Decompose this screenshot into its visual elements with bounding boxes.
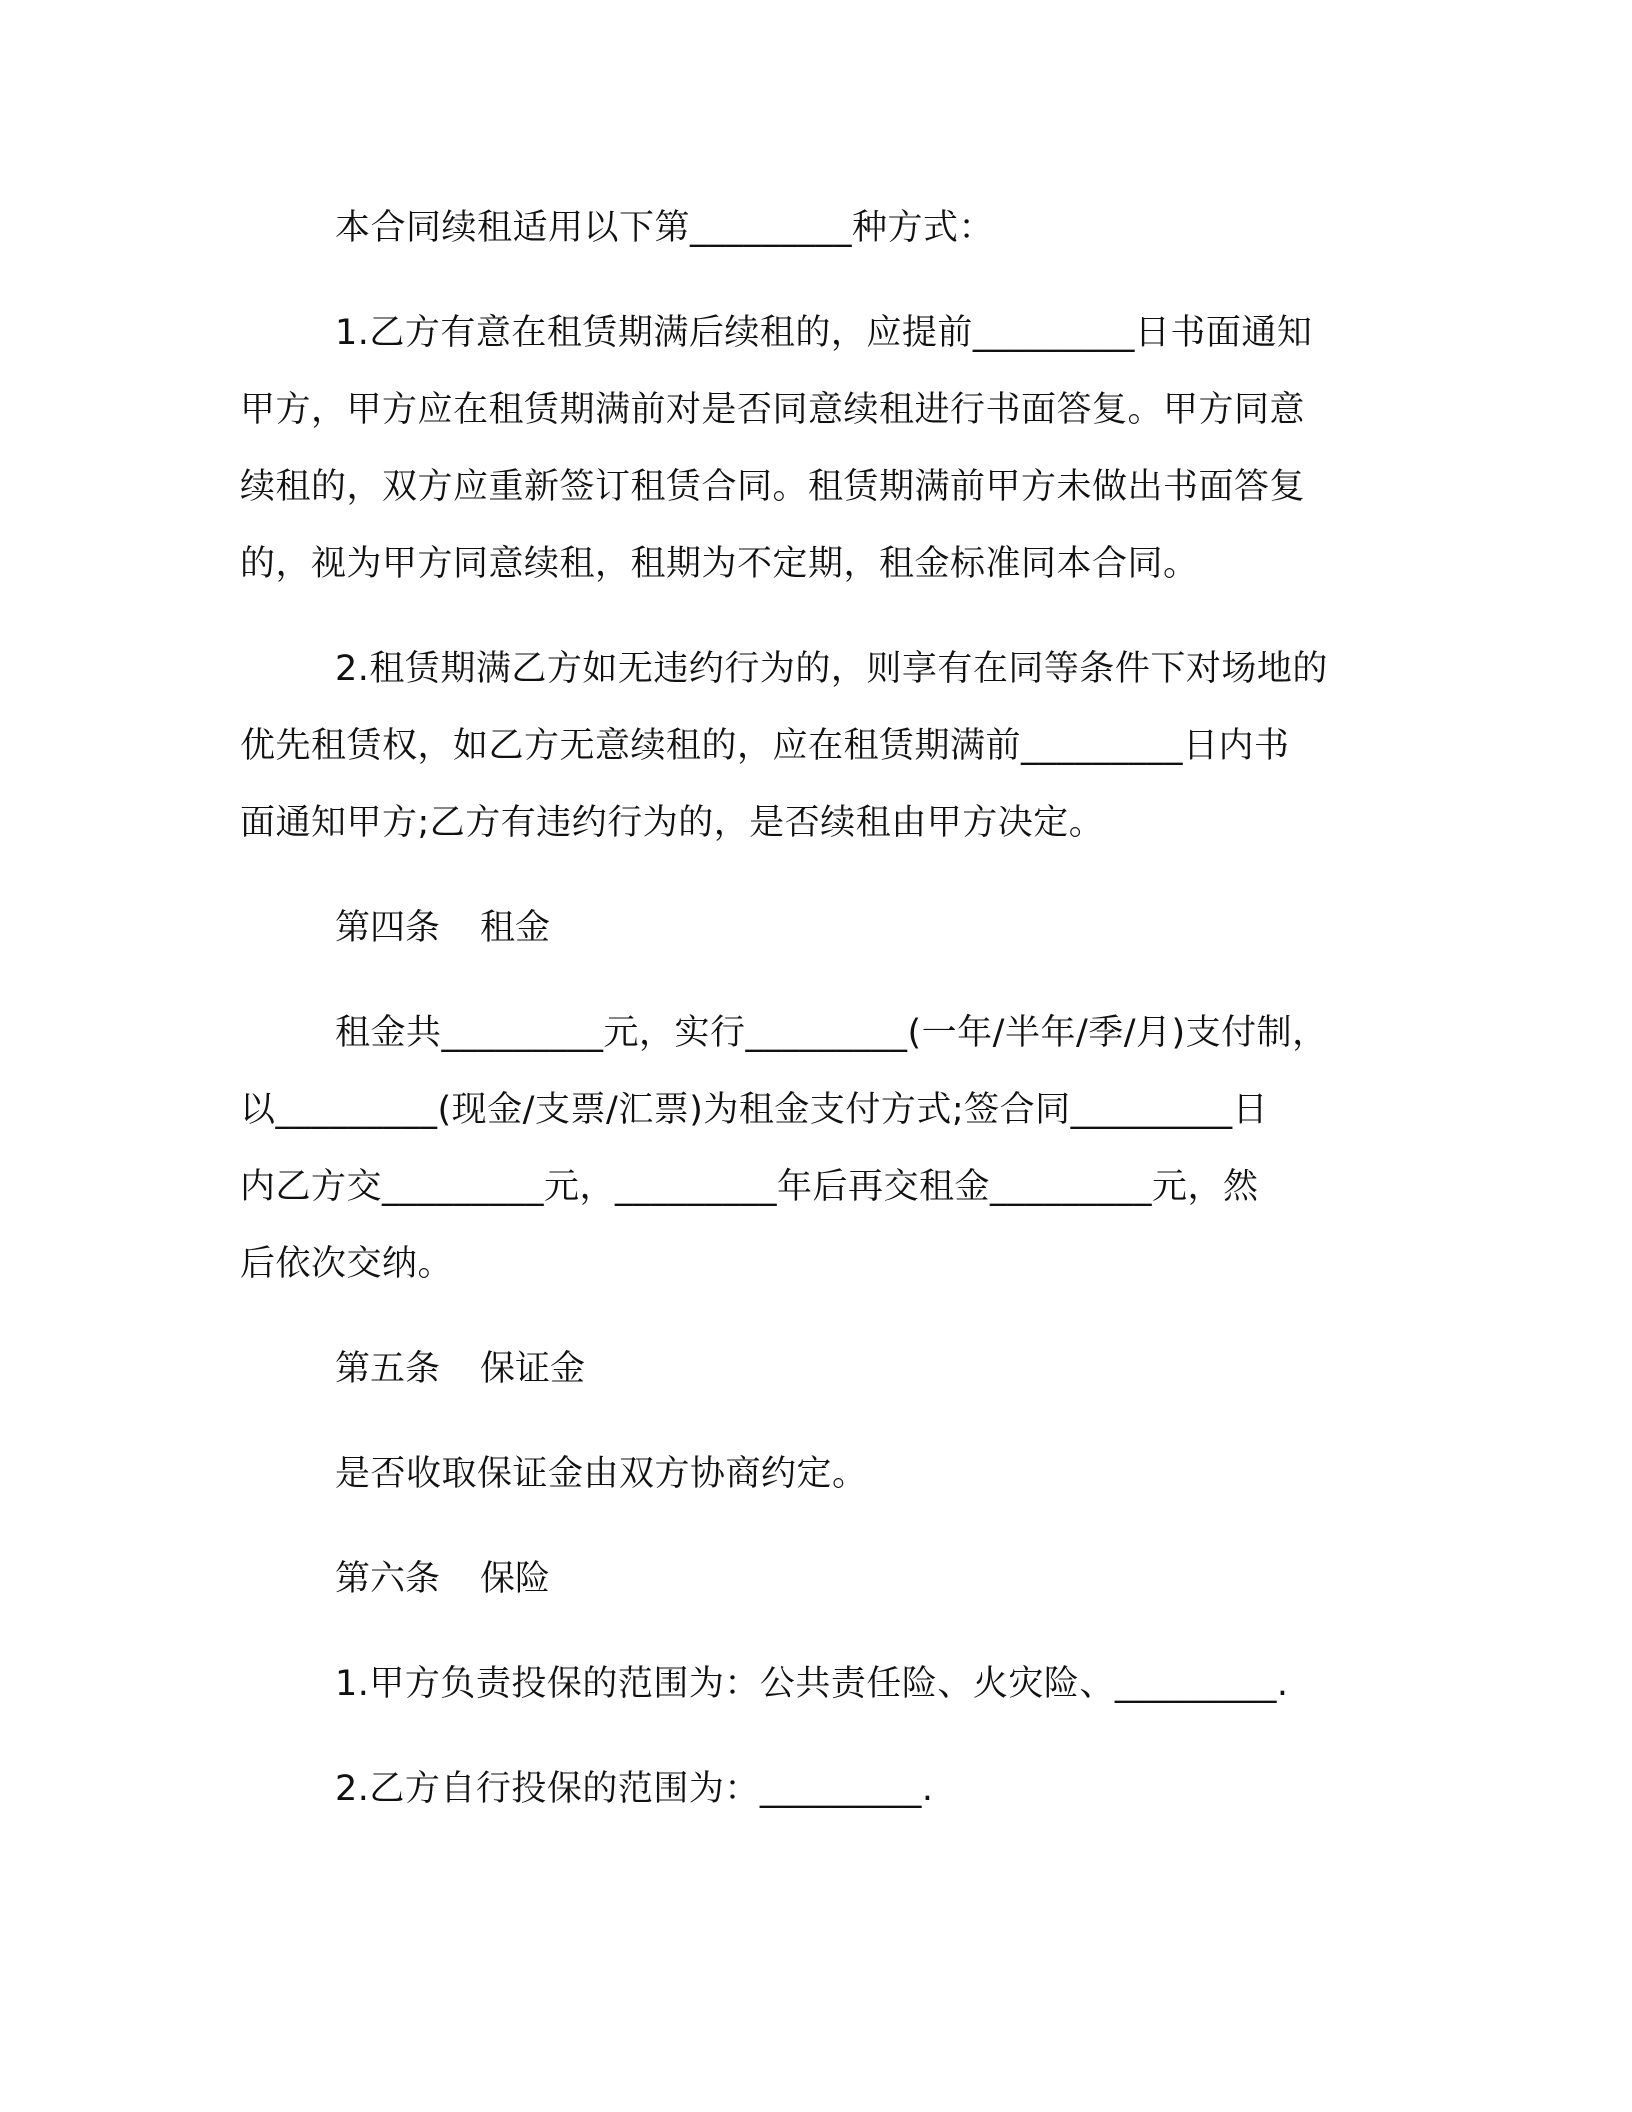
text-line: 以_________(现金/支票/汇票)为租金支付方式;签合同_________日 bbox=[240, 1090, 1269, 1130]
text-line: 的，视为甲方同意续租，租期为不定期，租金标准同本合同。 bbox=[240, 544, 1199, 584]
article-5-heading bbox=[240, 1331, 1400, 1408]
text-line: 本合同续租适用以下第_________种方式： bbox=[335, 208, 995, 248]
article-4-heading bbox=[240, 890, 1400, 967]
text-line: 内乙方交_________元，_________年后再交租金_________元，然 bbox=[240, 1167, 1259, 1207]
text-line: 甲方，甲方应在租赁期满前对是否同意续租进行书面答复。甲方同意 bbox=[240, 390, 1306, 430]
article-title: 保证金 bbox=[480, 1349, 586, 1389]
insurance-clause-2-paragraph bbox=[240, 1751, 1400, 1828]
text-line: 是否收取保证金由双方协商约定。 bbox=[335, 1454, 868, 1494]
text-line: 2.租赁期满乙方如无违约行为的，则享有在同等条件下对场地的 bbox=[335, 649, 1328, 689]
renewal-method-paragraph bbox=[240, 190, 1400, 267]
article-title: 保险 bbox=[480, 1559, 551, 1599]
text-line: 2.乙方自行投保的范围为：_________. bbox=[335, 1769, 934, 1809]
text-line: 续租的，双方应重新签订租赁合同。租赁期满前甲方未做出书面答复 bbox=[240, 467, 1306, 507]
article-6-heading bbox=[240, 1541, 1400, 1618]
text-line: 租金共_________元，实行_________(一年/半年/季/月)支付制， bbox=[335, 1013, 1328, 1053]
text-line: 后依次交纳。 bbox=[240, 1244, 454, 1284]
insurance-clause-1-paragraph bbox=[240, 1646, 1400, 1723]
article-number: 第五条 bbox=[335, 1349, 441, 1389]
article-title: 租金 bbox=[480, 908, 551, 948]
rent-paragraph bbox=[240, 995, 1400, 1303]
text-line: 优先租赁权，如乙方无意续租的，应在租赁期满前_________日内书 bbox=[240, 726, 1290, 766]
renewal-clause-1-paragraph bbox=[240, 295, 1400, 603]
document-body bbox=[240, 190, 1400, 1856]
article-number: 第六条 bbox=[335, 1559, 441, 1599]
text-line: 1.乙方有意在租赁期满后续租的，应提前_________日书面通知 bbox=[335, 313, 1313, 353]
article-number: 第四条 bbox=[335, 908, 441, 948]
text-line: 面通知甲方;乙方有违约行为的，是否续租由甲方决定。 bbox=[240, 803, 1105, 843]
text-line: 1.甲方负责投保的范围为：公共责任险、火灾险、_________. bbox=[335, 1664, 1289, 1704]
renewal-clause-2-paragraph bbox=[240, 631, 1400, 862]
deposit-paragraph bbox=[240, 1436, 1400, 1513]
